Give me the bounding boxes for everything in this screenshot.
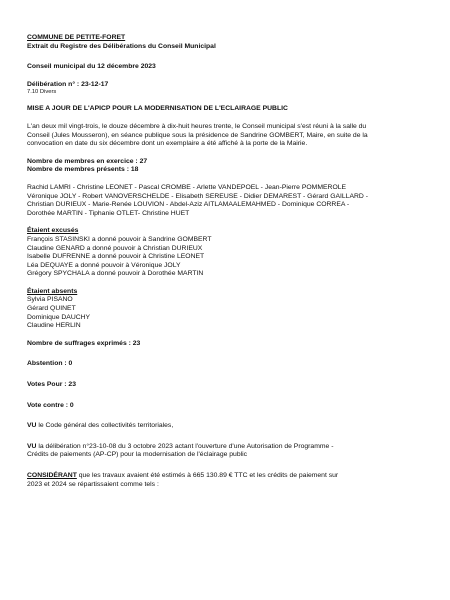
votes-cast-count: Nombre de suffrages exprimés : 23 [27,339,141,347]
votes-for-count: Votes Pour : 23 [27,381,76,389]
absent-item: Dominique DAUCHY [27,313,91,321]
vu-code-text: le Code général des collectivités territoriales, [36,422,174,430]
members-in-office-count: Nombre de membres en exercice : 27 [27,157,148,165]
commune-title: COMMUNE DE PETITE-FORET [27,34,126,41]
vu-code-paragraph [27,422,407,431]
members-present-count: Nombre de membres présents : 18 [27,166,139,174]
intro-paragraph [27,123,407,149]
absent-item: Sylvia PISANO [27,296,73,304]
excused-item: Grégory SPYCHALA a donné pouvoir à Dorothée MARTIN [27,270,204,278]
excused-item: François STASINSKI a donné pouvoir à Sandrine GOMBERT [27,235,212,243]
abstention-count: Abstention : 0 [27,360,73,368]
intro-line: Conseil (Jules Mousseron), en séance publique sous la présidence de Sandrine GOMBERT, Maire, en suite de la [27,131,368,139]
vu-deliberation-line: Crédits de paiements (AP-CP) pour la modernisation de l'éclairage public [27,451,248,459]
considerant-keyword: CONSIDÉRANT [27,472,77,479]
registry-extract-title: Extrait du Registre des Délibérations du Conseil Municipal [27,42,216,50]
vu-deliberation-line: la délibération n°23-10-08 du 3 octobre 2023 actant l'ouverture d'une Autorisation de Programme - [36,442,334,450]
deliberation-code: 7.10 Divers [27,89,57,96]
deliberation-document [27,34,407,489]
present-members-line: Véronique JOLY - Robert VANOVERSCHELDE - Elisabeth SEREUSE - Didier DEMAREST - Gérard GAILLARD - [27,192,368,200]
absent-item: Gérard QUINET [27,305,76,313]
present-members-list [27,184,407,218]
vu-keyword: VU [27,442,37,450]
excused-item: Claudine GENARD a donné pouvoir à Christian DURIEUX [27,244,203,252]
council-date: Conseil municipal du 12 décembre 2023 [27,63,156,71]
considerant-line: que les travaux avaient été estimés à 665 130.89 € TTC et les crédits de paiement sur [76,472,339,479]
vu-deliberation-paragraph [27,443,407,460]
absent-heading: Étaient absents [27,287,78,295]
considerant-line: 2023 et 2024 se répartissaient comme tels : [27,480,159,488]
deliberation-number: Délibération n° : 23-12-17 [27,80,109,88]
considerant-paragraph [27,472,407,489]
absent-item: Claudine HERLIN [27,322,81,330]
excused-heading: Étaient excusés [27,227,79,235]
present-members-line: Rachid LAMRI - Christine LEONET - Pascal CROMBE - Arlette VANDEPOEL - Jean-Pierre POMMEROLE [27,183,347,191]
excused-item: Léa DEQUAYE a donné pouvoir à Véronique JOLY [27,261,181,269]
intro-line: convocation en date du six décembre dont un exemplaire a été affiché à la porte de la Mairie. [27,140,308,148]
present-members-line: Christian DURIEUX - Marie-Renée LOUVION - Abdel-Aziz AITLAMAALEMAHMED - Dominique CORREA - [27,201,350,209]
excused-item: Isabelle DUFRENNE a donné pouvoir à Christine LEONET [27,253,205,261]
present-members-line: Dorothée MARTIN - Tiphanie OTLET- Christine HUET [27,209,190,217]
absent-list [27,296,407,330]
excused-list [27,236,407,279]
intro-line: L'an deux mil vingt-trois, le douze décembre à dix-huit heures trente, le Conseil municipal s'est réuni à la salle du [27,122,367,130]
vu-keyword: VU [27,422,37,430]
deliberation-subject: MISE A JOUR DE L'APICP POUR LA MODERNISATION DE L'ECLAIRAGE PUBLIC [27,105,288,113]
votes-against-count: Vote contre : 0 [27,401,74,409]
